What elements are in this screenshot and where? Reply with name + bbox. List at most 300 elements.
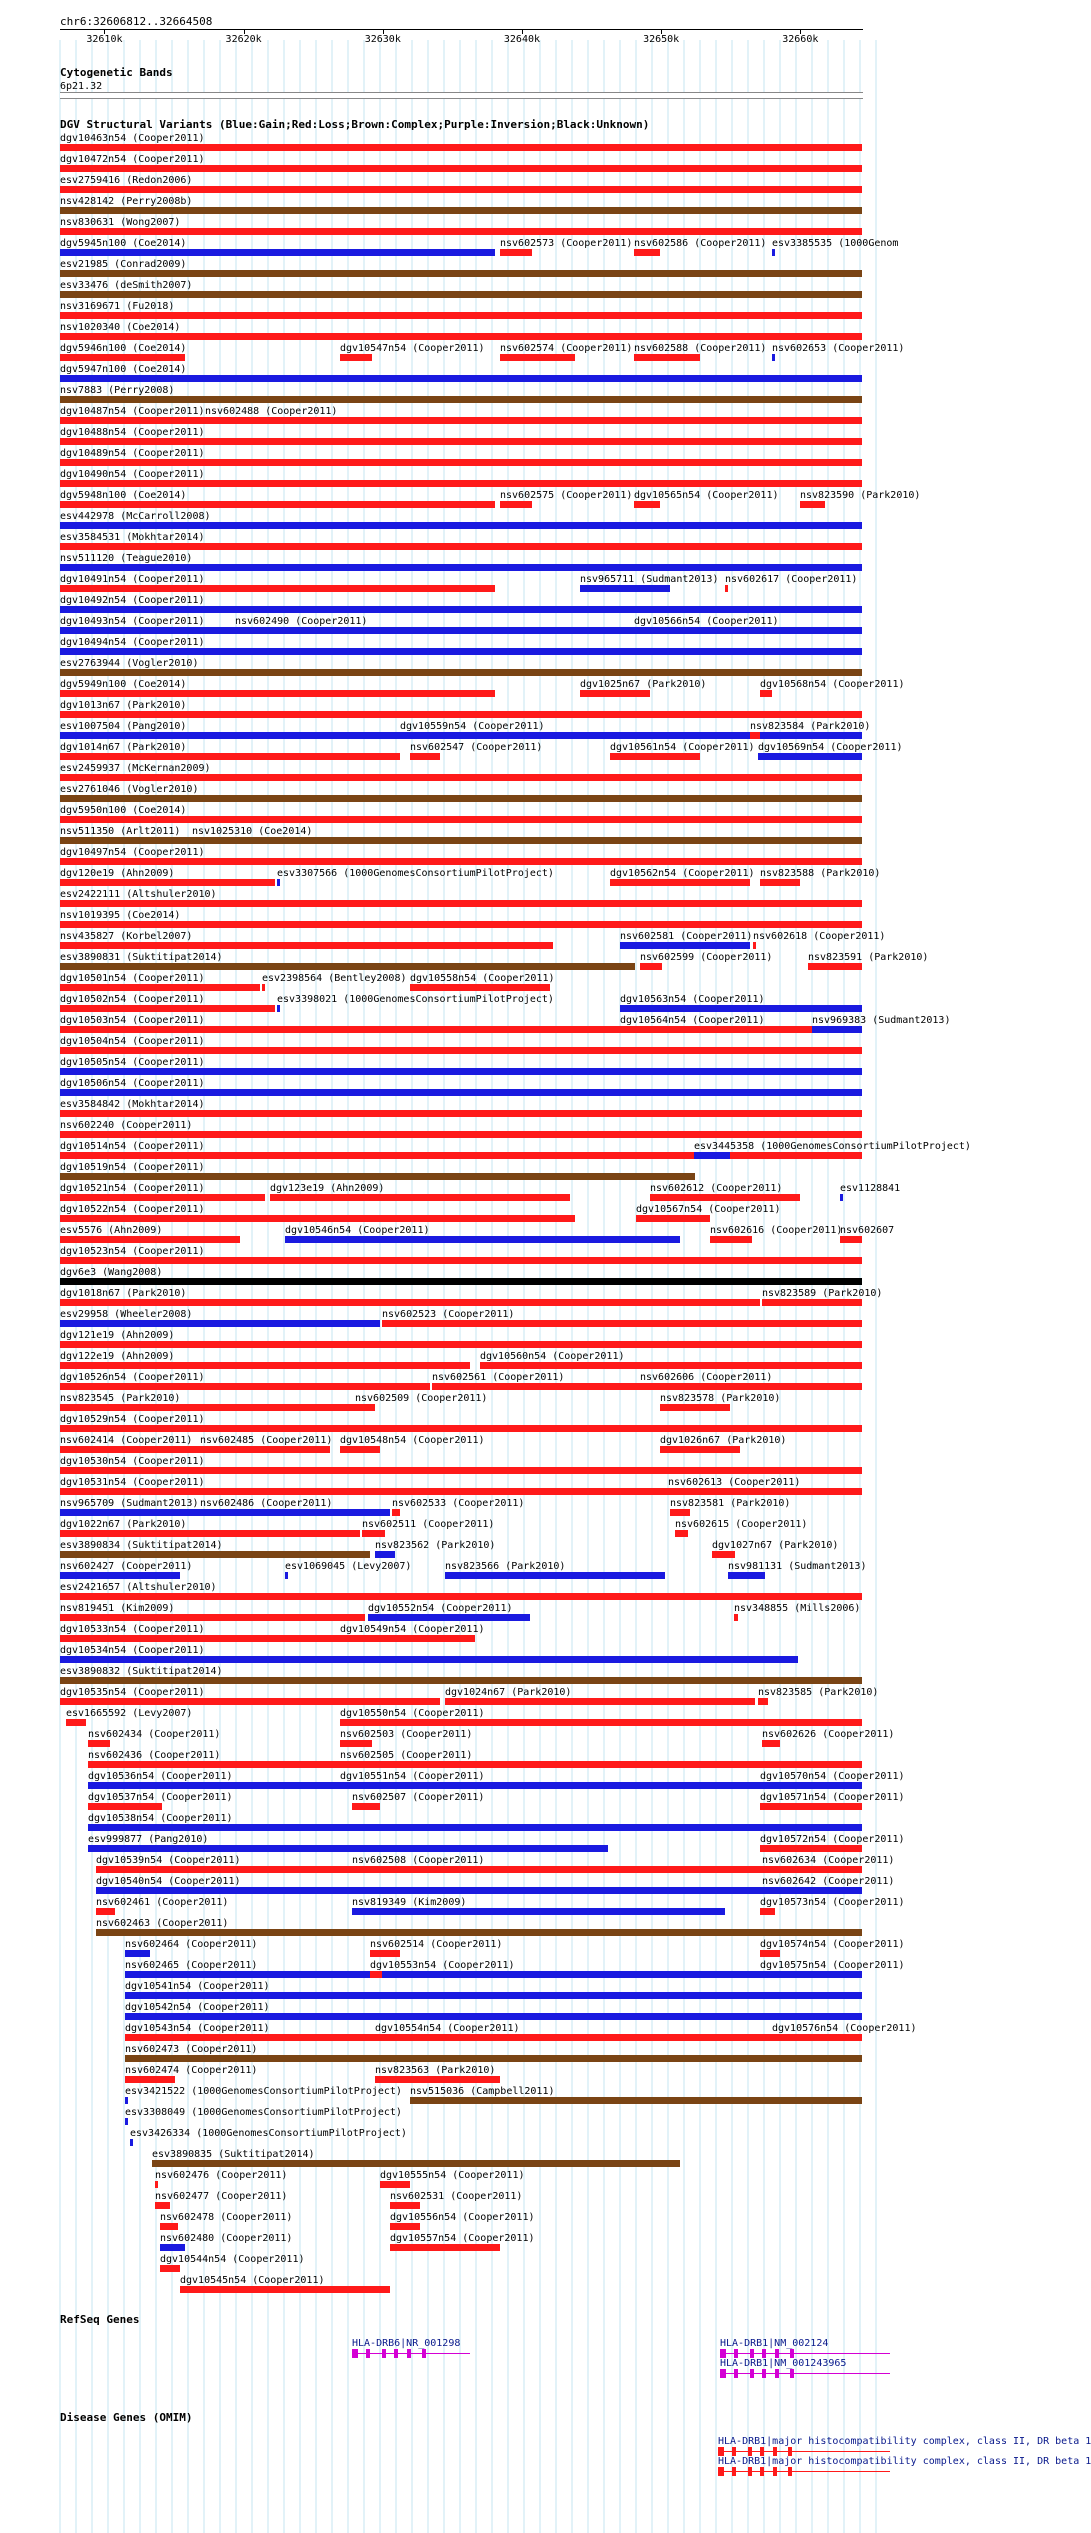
variant-label: nsv823545 (Park2010) — [60, 1393, 181, 1404]
variant-bar[interactable] — [60, 1572, 180, 1579]
variant-bar[interactable] — [125, 2034, 862, 2041]
variant-bar[interactable] — [60, 270, 862, 277]
variant-label: dgv10570n54 (Cooper2011) — [760, 1771, 905, 1782]
variant-label: esv21985 (Conrad2009) — [60, 259, 187, 270]
refseq-track-title: RefSeq Genes — [60, 2313, 140, 2326]
variant-label: esv2761046 (Vogler2010) — [60, 784, 199, 795]
variant-label: nsv602531 (Cooper2011) — [390, 2191, 523, 2202]
variant-bar[interactable] — [500, 249, 532, 256]
variant-bar[interactable] — [355, 1404, 375, 1411]
variant-bar[interactable] — [60, 375, 862, 382]
variant-label: dgv1014n67 (Park2010) — [60, 742, 187, 753]
variant-bar[interactable] — [760, 1908, 775, 1915]
variant-bar[interactable] — [96, 1929, 862, 1936]
variant-bar[interactable] — [285, 1236, 680, 1243]
variant-bar[interactable] — [60, 291, 862, 298]
variant-bar[interactable] — [640, 963, 662, 970]
variant-label: nsv602476 (Cooper2011) — [155, 2170, 288, 2181]
variant-bar[interactable] — [88, 1824, 862, 1831]
variant-bar[interactable] — [60, 1068, 862, 1075]
variant-bar[interactable] — [60, 543, 862, 550]
variant-label: nsv823585 (Park2010) — [758, 1687, 879, 1698]
variant-label: dgv10564n54 (Cooper2011) — [620, 1015, 765, 1026]
variant-bar[interactable] — [60, 1509, 390, 1516]
variant-label: dgv10463n54 (Cooper2011) — [60, 133, 205, 144]
variant-bar[interactable] — [375, 1551, 395, 1558]
variant-bar[interactable] — [88, 1761, 340, 1768]
omim-track-title: Disease Genes (OMIM) — [60, 2411, 193, 2424]
variant-bar[interactable] — [60, 942, 553, 949]
variant-bar[interactable] — [840, 1194, 843, 1201]
variant-label: nsv1020340 (Coe2014) — [60, 322, 181, 333]
variant-bar[interactable] — [60, 1425, 862, 1432]
gene-label[interactable]: HLA-DRB1|NM_001243965 — [720, 2358, 847, 2369]
variant-label: nsv602240 (Cooper2011) — [60, 1120, 193, 1131]
variant-bar[interactable] — [410, 753, 440, 760]
variant-bar[interactable] — [634, 627, 637, 634]
variant-bar[interactable] — [160, 2223, 178, 2230]
variant-bar[interactable] — [634, 501, 660, 508]
variant-label: dgv10514n54 (Cooper2011) — [60, 1141, 205, 1152]
variant-bar[interactable] — [60, 648, 862, 655]
gene-exon — [720, 2369, 726, 2378]
variant-bar[interactable] — [410, 2097, 862, 2104]
variant-label: dgv10545n54 (Cooper2011) — [180, 2275, 325, 2286]
variant-label: nsv602615 (Cooper2011) — [675, 1519, 808, 1530]
variant-bar[interactable] — [180, 2286, 390, 2293]
variant-label: nsv602606 (Cooper2011) — [640, 1372, 773, 1383]
variant-bar[interactable] — [88, 1845, 608, 1852]
variant-bar[interactable] — [725, 585, 728, 592]
variant-bar[interactable] — [362, 1530, 385, 1537]
variant-label: dgv10556n54 (Cooper2011) — [390, 2212, 535, 2223]
variant-bar[interactable] — [96, 1908, 115, 1915]
variant-bar[interactable] — [60, 879, 275, 886]
variant-label: dgv10519n54 (Cooper2011) — [60, 1162, 205, 1173]
variant-bar[interactable] — [500, 354, 575, 361]
variant-bar[interactable] — [60, 774, 862, 781]
variant-bar[interactable] — [60, 690, 495, 697]
variant-bar[interactable] — [125, 2013, 862, 2020]
variant-label: esv2421657 (Altshuler2010) — [60, 1582, 217, 1593]
variant-bar[interactable] — [60, 459, 862, 466]
variant-bar[interactable] — [60, 312, 862, 319]
variant-bar[interactable] — [277, 1005, 280, 1012]
variant-bar[interactable] — [352, 1866, 375, 1873]
variant-bar[interactable] — [125, 2118, 128, 2125]
variant-bar[interactable] — [60, 1698, 440, 1705]
variant-bar[interactable] — [392, 1509, 400, 1516]
cytoband-track — [0, 64, 890, 104]
variant-bar[interactable] — [340, 354, 372, 361]
variant-bar[interactable] — [772, 2034, 790, 2041]
variant-bar[interactable] — [60, 858, 862, 865]
variant-bar[interactable] — [668, 1488, 671, 1495]
variant-label: nsv823589 (Park2010) — [762, 1288, 883, 1299]
variant-label: esv3890835 (Suktitipat2014) — [152, 2149, 315, 2160]
variant-bar[interactable] — [200, 1509, 203, 1516]
variant-bar[interactable] — [340, 1761, 862, 1768]
variant-bar[interactable] — [60, 1089, 862, 1096]
variant-label: nsv511350 (Arlt2011) — [60, 826, 181, 837]
variant-label: dgv10546n54 (Cooper2011) — [285, 1225, 430, 1236]
variant-bar[interactable] — [285, 1572, 288, 1579]
variant-bar[interactable] — [60, 1530, 360, 1537]
variant-bar[interactable] — [734, 1614, 738, 1621]
variant-bar[interactable] — [640, 1383, 862, 1390]
variant-bar[interactable] — [750, 732, 760, 739]
variant-bar[interactable] — [758, 1698, 768, 1705]
variant-bar[interactable] — [610, 753, 700, 760]
variant-label: dgv10563n54 (Cooper2011) — [620, 994, 765, 1005]
variant-bar[interactable] — [96, 1866, 862, 1873]
variant-bar[interactable] — [125, 2097, 128, 2104]
variant-bar[interactable] — [340, 1635, 475, 1642]
variant-bar[interactable] — [60, 417, 862, 424]
variant-bar[interactable] — [125, 2076, 175, 2083]
variant-bar[interactable] — [636, 1215, 710, 1222]
variant-bar[interactable] — [192, 837, 195, 844]
variant-bar[interactable] — [60, 816, 862, 823]
variant-bar[interactable] — [60, 207, 862, 214]
variant-bar[interactable] — [382, 1320, 862, 1327]
variant-bar[interactable] — [445, 1572, 665, 1579]
variant-bar[interactable] — [620, 942, 750, 949]
variant-bar[interactable] — [352, 1908, 725, 1915]
variant-bar[interactable] — [60, 501, 495, 508]
variant-bar[interactable] — [580, 585, 670, 592]
variant-bar[interactable] — [60, 1257, 862, 1264]
variant-bar[interactable] — [340, 1446, 380, 1453]
variant-bar[interactable] — [620, 1005, 862, 1012]
variant-bar[interactable] — [60, 249, 495, 256]
variant-bar[interactable] — [60, 1362, 470, 1369]
variant-bar[interactable] — [88, 1740, 110, 1747]
variant-bar[interactable] — [675, 1530, 688, 1537]
variant-bar[interactable] — [60, 1446, 200, 1453]
variant-bar[interactable] — [60, 186, 862, 193]
variant-bar[interactable] — [88, 1803, 162, 1810]
gene-label[interactable]: HLA-DRB6|NR_001298 — [352, 2338, 461, 2349]
variant-label: dgv10530n54 (Cooper2011) — [60, 1456, 205, 1467]
variant-bar[interactable] — [580, 690, 650, 697]
variant-bar[interactable] — [60, 1383, 430, 1390]
variant-label: esv2398564 (Bentley2008) — [262, 973, 407, 984]
variant-bar[interactable] — [60, 1215, 575, 1222]
variant-bar[interactable] — [60, 333, 862, 340]
variant-bar[interactable] — [772, 354, 775, 361]
variant-bar[interactable] — [125, 2055, 862, 2062]
variant-bar[interactable] — [155, 2181, 158, 2188]
ruler-tick-label: 32650k — [643, 34, 680, 45]
variant-label: nsv602508 (Cooper2011) — [352, 1855, 485, 1866]
variant-label: nsv823566 (Park2010) — [445, 1561, 566, 1572]
variant-label: esv1069045 (Levy2007) — [285, 1561, 412, 1572]
variant-label: nsv602503 (Cooper2011) — [340, 1729, 473, 1740]
variant-bar[interactable] — [130, 2139, 133, 2146]
variant-label: esv3308049 (1000GenomesConsortiumPilotProject) — [125, 2107, 402, 2118]
variant-label: esv33476 (deSmith2007) — [60, 280, 193, 291]
variant-bar[interactable] — [205, 417, 208, 424]
variant-label: dgv10533n54 (Cooper2011) — [60, 1624, 205, 1635]
variant-bar[interactable] — [200, 1446, 330, 1453]
gene-intron-line — [720, 2353, 890, 2354]
variant-bar[interactable] — [60, 480, 862, 487]
variant-bar[interactable] — [60, 228, 862, 235]
variant-bar[interactable] — [277, 879, 280, 886]
variant-label: nsv602581 (Cooper2011) — [620, 931, 753, 942]
variant-label: nsv602465 (Cooper2011) — [125, 1960, 258, 1971]
variant-bar[interactable] — [60, 1677, 862, 1684]
variant-bar[interactable] — [760, 1782, 862, 1789]
variant-label: nsv602486 (Cooper2011) — [200, 1498, 333, 1509]
variant-label: nsv602436 (Cooper2011) — [88, 1750, 221, 1761]
variant-bar[interactable] — [96, 1887, 862, 1894]
variant-bar[interactable] — [375, 2076, 500, 2083]
variant-label: nsv965709 (Sudmant2013) — [60, 1498, 199, 1509]
cytoband-label: 6p21.32 — [60, 81, 103, 92]
variant-label: nsv602616 (Cooper2011) — [710, 1225, 843, 1236]
variant-label: nsv602474 (Cooper2011) — [125, 2065, 258, 2076]
variant-label: nsv965711 (Sudmant2013) — [580, 574, 719, 585]
variant-bar[interactable] — [694, 1152, 730, 1159]
variant-bar[interactable] — [762, 1299, 862, 1306]
variant-label: nsv602653 (Cooper2011) — [772, 343, 905, 354]
variant-label: dgv10529n54 (Cooper2011) — [60, 1414, 205, 1425]
variant-label: nsv602464 (Cooper2011) — [125, 1939, 258, 1950]
variant-bar[interactable] — [66, 1719, 86, 1726]
variant-bar[interactable] — [760, 1971, 862, 1978]
variant-label: esv3398021 (1000GenomesConsortiumPilotProject) — [277, 994, 554, 1005]
variant-bar[interactable] — [352, 1803, 380, 1810]
variant-bar[interactable] — [60, 1593, 862, 1600]
dgv-track-title: DGV Structural Variants (Blue:Gain;Red:Loss;Brown:Complex;Purple:Inversion;Black:Unknown) — [60, 118, 650, 131]
variant-bar[interactable] — [60, 1656, 798, 1663]
gene-exon — [382, 2349, 386, 2358]
variant-bar[interactable] — [60, 564, 862, 571]
gene-exon — [748, 2467, 752, 2476]
variant-bar[interactable] — [660, 1404, 730, 1411]
gene-exon — [352, 2349, 358, 2358]
variant-bar[interactable] — [60, 1467, 862, 1474]
variant-bar[interactable] — [728, 1572, 765, 1579]
variant-label: esv1007504 (Pang2010) — [60, 721, 187, 732]
variant-bar[interactable] — [60, 963, 635, 970]
variant-label: esv3584531 (Mokhtar2014) — [60, 532, 205, 543]
variant-label: nsv823581 (Park2010) — [670, 1498, 791, 1509]
variant-bar[interactable] — [60, 585, 495, 592]
variant-label: nsv602507 (Cooper2011) — [352, 1792, 485, 1803]
variant-bar[interactable] — [60, 1110, 862, 1117]
variant-bar[interactable] — [60, 1551, 370, 1558]
variant-bar[interactable] — [620, 1026, 623, 1033]
variant-bar[interactable] — [60, 1236, 240, 1243]
variant-bar[interactable] — [410, 984, 550, 991]
variant-bar[interactable] — [60, 1131, 862, 1138]
variant-bar[interactable] — [762, 1866, 862, 1873]
variant-bar[interactable] — [125, 1992, 862, 1999]
variant-bar[interactable] — [60, 1047, 862, 1054]
variant-label: nsv602533 (Cooper2011) — [392, 1498, 525, 1509]
variant-bar[interactable] — [60, 438, 862, 445]
variant-bar[interactable] — [60, 900, 862, 907]
variant-label: dgv10488n54 (Cooper2011) — [60, 427, 205, 438]
variant-bar[interactable] — [445, 1698, 755, 1705]
variant-bar[interactable] — [808, 963, 862, 970]
variant-bar[interactable] — [760, 879, 800, 886]
variant-bar[interactable] — [670, 1509, 690, 1516]
variant-bar[interactable] — [60, 711, 862, 718]
variant-bar[interactable] — [262, 984, 265, 991]
variant-bar[interactable] — [155, 2202, 170, 2209]
variant-bar[interactable] — [60, 522, 862, 529]
variant-label: esv3307566 (1000GenomesConsortiumPilotProject) — [277, 868, 554, 879]
variant-label: dgv10497n54 (Cooper2011) — [60, 847, 205, 858]
variant-bar[interactable] — [650, 1194, 800, 1201]
variant-label: dgv10574n54 (Cooper2011) — [760, 1939, 905, 1950]
variant-bar[interactable] — [60, 1341, 862, 1348]
variant-bar[interactable] — [390, 2223, 420, 2230]
variant-label: dgv5950n100 (Coe2014) — [60, 805, 187, 816]
variant-bar[interactable] — [390, 2202, 420, 2209]
variant-bar[interactable] — [60, 1635, 340, 1642]
variant-bar[interactable] — [840, 1236, 862, 1243]
variant-bar[interactable] — [152, 2160, 680, 2167]
variant-label: esv3890832 (Suktitipat2014) — [60, 1666, 223, 1677]
variant-bar[interactable] — [60, 1404, 360, 1411]
variant-label: nsv435827 (Korbel2007) — [60, 931, 193, 942]
variant-label: nsv602461 (Cooper2011) — [96, 1897, 229, 1908]
gene-label[interactable]: HLA-DRB1|major histocompatibility complex, class II, DR beta 1 — [718, 2456, 1091, 2467]
variant-bar[interactable] — [60, 1320, 380, 1327]
variant-bar[interactable] — [480, 1362, 862, 1369]
variant-bar[interactable] — [370, 1971, 382, 1978]
variant-label: nsv819451 (Kim2009) — [60, 1603, 175, 1614]
variant-label: esv3421522 (1000GenomesConsortiumPilotProject) — [125, 2086, 402, 2097]
variant-bar[interactable] — [88, 1782, 340, 1789]
variant-bar[interactable] — [60, 144, 862, 151]
variant-bar[interactable] — [400, 732, 403, 739]
variant-label: dgv10573n54 (Cooper2011) — [760, 1897, 905, 1908]
variant-bar[interactable] — [340, 1740, 372, 1747]
variant-label: nsv1025310 (Coe2014) — [192, 826, 313, 837]
variant-bar[interactable] — [758, 753, 862, 760]
variant-label: dgv10531n54 (Cooper2011) — [60, 1477, 205, 1488]
variant-bar[interactable] — [753, 942, 756, 949]
variant-bar[interactable] — [60, 732, 862, 739]
gene-label[interactable]: HLA-DRB1|NM_002124 — [720, 2338, 829, 2349]
variant-bar[interactable] — [712, 1551, 735, 1558]
variant-bar[interactable] — [60, 795, 862, 802]
variant-bar[interactable] — [60, 1152, 862, 1159]
variant-label: nsv823588 (Park2010) — [760, 868, 881, 879]
variant-bar[interactable] — [125, 1971, 860, 1978]
variant-bar[interactable] — [60, 837, 862, 844]
variant-bar[interactable] — [760, 1950, 780, 1957]
variant-bar[interactable] — [500, 501, 532, 508]
variant-label: nsv602586 (Cooper2011) — [634, 238, 767, 249]
variant-label: nsv602575 (Cooper2011) — [500, 490, 633, 501]
variant-bar[interactable] — [125, 1950, 150, 1957]
variant-bar[interactable] — [800, 501, 825, 508]
variant-bar[interactable] — [60, 984, 260, 991]
variant-bar[interactable] — [380, 2181, 410, 2188]
variant-bar[interactable] — [710, 1236, 752, 1243]
variant-label: nsv602626 (Cooper2011) — [762, 1729, 895, 1740]
variant-bar[interactable] — [60, 1026, 862, 1033]
variant-label: nsv602607 — [840, 1225, 895, 1236]
variant-bar[interactable] — [760, 1803, 862, 1810]
variant-bar[interactable] — [60, 669, 862, 676]
variant-bar[interactable] — [368, 1614, 530, 1621]
variant-bar[interactable] — [390, 2244, 500, 2251]
variant-label: esv5576 (Ahn2009) — [60, 1225, 163, 1236]
variant-bar[interactable] — [634, 249, 660, 256]
variant-label: dgv10550n54 (Cooper2011) — [340, 1708, 485, 1719]
variant-bar[interactable] — [60, 396, 862, 403]
variant-bar[interactable] — [340, 1719, 862, 1726]
variant-bar[interactable] — [60, 627, 862, 634]
variant-label: dgv10566n54 (Cooper2011) — [634, 616, 779, 627]
variant-bar[interactable] — [760, 1845, 862, 1852]
variant-bar[interactable] — [60, 1278, 862, 1285]
variant-bar[interactable] — [60, 753, 400, 760]
variant-bar[interactable] — [762, 1887, 862, 1894]
variant-bar[interactable] — [772, 249, 775, 256]
variant-bar[interactable] — [370, 1950, 400, 1957]
gene-label[interactable]: HLA-DRB1|major histocompatibility complex, class II, DR beta 1 — [718, 2436, 1091, 2447]
variant-label: dgv10558n54 (Cooper2011) — [410, 973, 555, 984]
variant-bar[interactable] — [60, 1614, 365, 1621]
variant-bar[interactable] — [60, 1194, 265, 1201]
variant-bar[interactable] — [60, 354, 185, 361]
variant-bar[interactable] — [270, 1194, 570, 1201]
variant-label: dgv10534n54 (Cooper2011) — [60, 1645, 205, 1656]
gene-exon — [750, 2369, 754, 2378]
variant-bar[interactable] — [660, 1446, 740, 1453]
variant-bar[interactable] — [610, 879, 750, 886]
variant-bar[interactable] — [760, 690, 772, 697]
variant-label: nsv602634 (Cooper2011) — [762, 1855, 895, 1866]
variant-bar[interactable] — [160, 2265, 180, 2272]
variant-bar[interactable] — [762, 1740, 780, 1747]
variant-label: esv2459937 (McKernan2009) — [60, 763, 211, 774]
variant-label: nsv428142 (Perry2008b) — [60, 196, 193, 207]
variant-bar[interactable] — [235, 627, 238, 634]
variant-label: dgv10536n54 (Cooper2011) — [88, 1771, 233, 1782]
variant-bar[interactable] — [160, 2244, 185, 2251]
gene-exon — [734, 2369, 738, 2378]
variant-bar[interactable] — [60, 165, 862, 172]
variant-label: esv1128841 — [840, 1183, 901, 1194]
variant-label: dgv5948n100 (Coe2014) — [60, 490, 187, 501]
variant-label: dgv10490n54 (Cooper2011) — [60, 469, 205, 480]
variant-bar[interactable] — [60, 1173, 695, 1180]
cytoband-bar[interactable] — [60, 92, 863, 99]
variant-label: dgv10492n54 (Cooper2011) — [60, 595, 205, 606]
variant-label: nsv602612 (Cooper2011) — [650, 1183, 783, 1194]
variant-bar[interactable] — [60, 1005, 275, 1012]
variant-bar[interactable] — [60, 606, 862, 613]
gene-intron-line — [718, 2471, 890, 2472]
variant-label: dgv10575n54 (Cooper2011) — [760, 1960, 905, 1971]
variant-bar[interactable] — [60, 1488, 862, 1495]
variant-bar[interactable] — [375, 2034, 420, 2041]
variant-bar[interactable] — [60, 1299, 760, 1306]
variant-bar[interactable] — [634, 354, 700, 361]
variant-bar[interactable] — [812, 1026, 862, 1033]
variant-bar[interactable] — [60, 921, 862, 928]
